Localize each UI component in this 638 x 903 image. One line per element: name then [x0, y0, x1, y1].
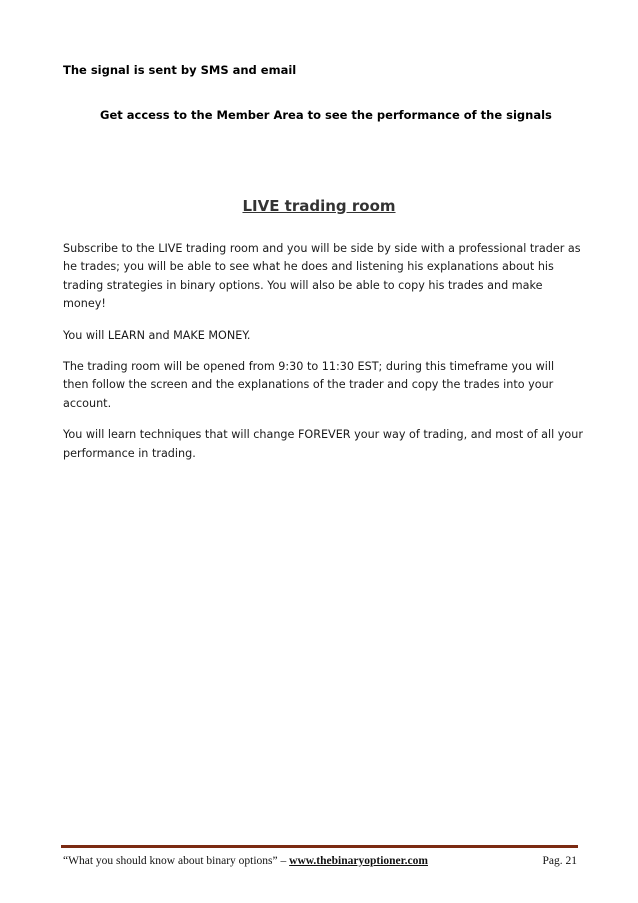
- section-title: LIVE trading room: [242, 197, 396, 215]
- footer-quote: “What you should know about binary options” –: [63, 855, 290, 867]
- footer-divider: [61, 845, 578, 848]
- paragraph: You will LEARN and MAKE MONEY.: [63, 328, 251, 342]
- signal-note: The signal is sent by SMS and email: [63, 63, 297, 77]
- page-footer: [63, 855, 577, 867]
- paragraph: The trading room will be opened from 9:30 to 11:30 EST; during this timeframe you will then follow the screen and the explanations of the trader and copy the trades into your account.: [63, 360, 555, 410]
- paragraph: You will learn techniques that will change FOREVER your way of trading, and most of all your performance in trading.: [63, 428, 583, 460]
- page-number: Pag. 21: [542, 855, 577, 867]
- paragraph: Subscribe to the LIVE trading room and you will be side by side with a professional trader as he trades; you will be able to see what he does and listening his explanations about his trading strategies in binary options. You will also be able to copy his trades and make money!: [63, 242, 581, 311]
- footer-website-link[interactable]: www.thebinaryoptioner.com: [289, 855, 428, 867]
- member-area-note: Get access to the Member Area to see the performance of the signals: [100, 108, 552, 122]
- body-text: [63, 240, 583, 476]
